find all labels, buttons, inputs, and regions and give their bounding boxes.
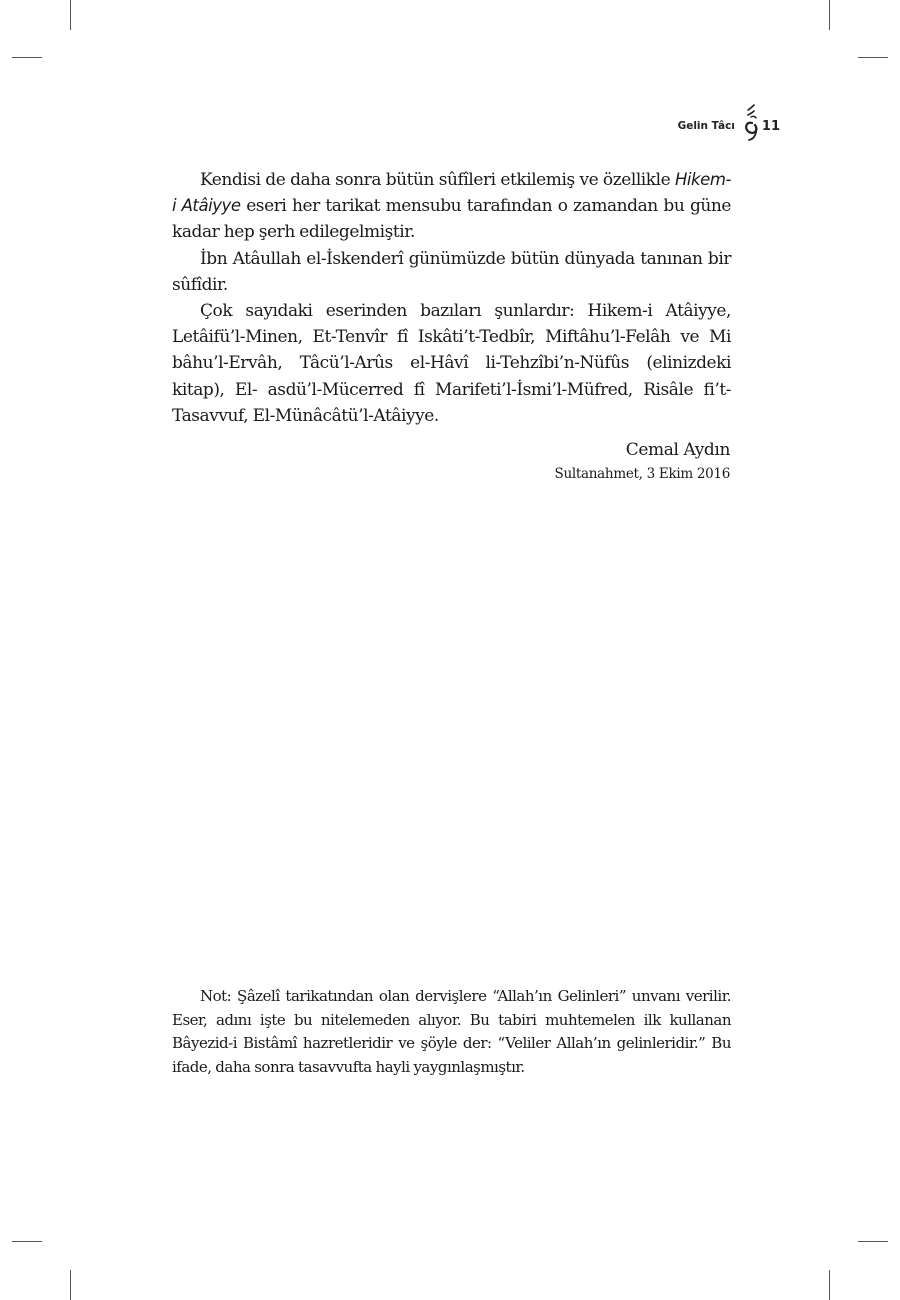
page-number: 11 — [761, 118, 780, 134]
place-date: Sultanahmet, 3 Ekim 2016 — [554, 466, 730, 482]
book-title-italic: Hikem-i Atâiyye — [172, 170, 731, 216]
crop-mark-bottom-right — [829, 1270, 830, 1300]
crop-mark-left-upper — [12, 57, 42, 58]
paragraph: Çok sayıdaki eserinden bazıları şunlardır: Hikem-i Atâiyye, Letâifü’l-Minen, Et-Tenvîr fî Iskâti’t-Tedbîr, Miftâhu’l-Felâh ve Mi bâhu’l-Ervâh, Tâcü’l-Arûs el-Hâvî li-Tehzîbi’n-Nüfûs (elinizdeki kitap), El- asdü’l-Mücerred fî Marifeti’l-İsmi’l-Müfred, Risâle fi’t-Tasavvuf, El-Münâcâtü’l-Atâiyye. — [172, 301, 731, 426]
book-title: Gelin Tâcı — [677, 120, 735, 132]
crop-mark-top-right — [829, 0, 830, 30]
footnote-text: Not: Şâzelî tarikatından olan dervişlere “Allah’ın Gelinleri” unvanı verilir. Eser, adını işte bu nitelemeden alıyor. Bu tabiri muhtemelen ilk kullanan Bâyezid-i Bistâmî hazretleridir ve şöyle der: “Veliler Allah’ın gelinleridir.” Bu ifade, daha sonra tasavvufta hayli yaygınlaşmıştır. — [172, 987, 731, 1076]
running-header — [600, 100, 780, 142]
crop-mark-bottom-left — [70, 1270, 71, 1300]
crop-mark-right-upper — [858, 57, 888, 58]
footnote — [172, 985, 731, 1079]
crop-mark-right-lower — [858, 1241, 888, 1242]
calligraphy-ornament-icon — [737, 101, 761, 141]
crop-mark-left-lower — [12, 1241, 42, 1242]
crop-mark-top-left — [70, 0, 71, 30]
author-name: Cemal Aydın — [625, 440, 730, 460]
paragraph: Kendisi de daha sonra bütün sûfîleri etkilemiş ve özellikle Hikem-i Atâiyye eseri her tarikat mensubu tarafından o zamandan bu güne kadar hep şerh edilegelmiştir. — [172, 170, 731, 243]
body-text — [172, 167, 731, 429]
paragraph: İbn Atâullah el-İskenderî günümüzde bütün dünyada tanınan bir sûfîdir. — [172, 248, 731, 295]
